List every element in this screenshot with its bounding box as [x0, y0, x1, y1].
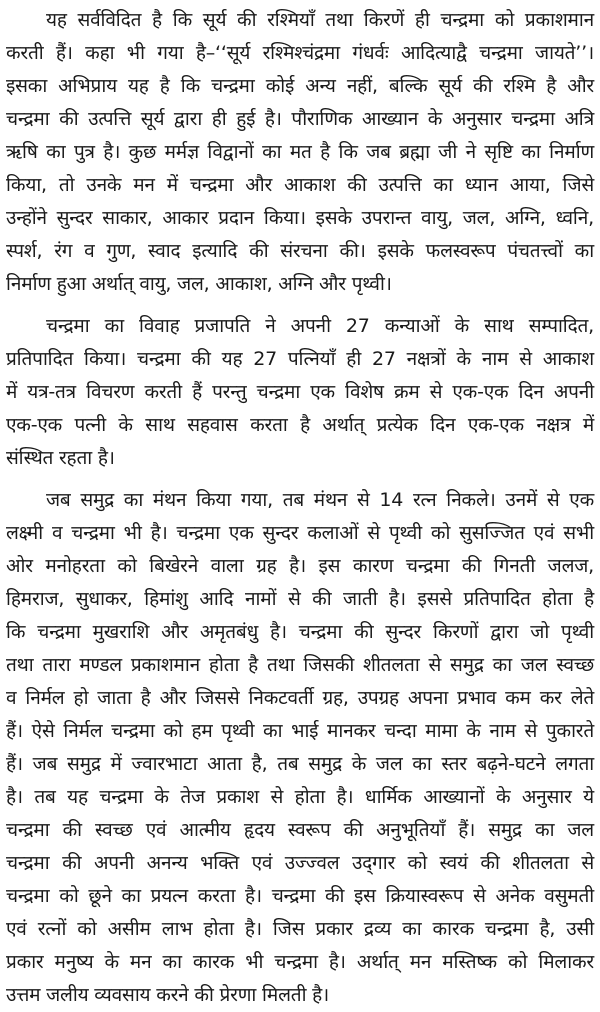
text-line: जब समुद्र का मंथन किया गया, तब मंथन से 14 रत्न निकले। उनमें से एक [46, 489, 594, 511]
text-line: हिमराज, सुधाकर, हिमांशु आदि नामों से की जाती है। इससे प्रतिपादित होता है [6, 588, 594, 610]
text-line: हैं। जब समुद्र में ज्वारभाटा आता है, तब समुद्र के जल का स्तर बढ़ने-घटने लगता [6, 753, 594, 775]
text-line: प्रतिपादित किया। चन्द्रमा की यह 27 पत्नियाँ ही 27 नक्षत्रों के नाम से आकाश [6, 348, 594, 370]
text-line: लक्ष्मी व चन्द्रमा भी है। चन्द्रमा एक सुन्दर कलाओं से पृथ्वी को सुसज्जित एवं सभी [6, 522, 594, 544]
text-line: एक-एक पत्नी के साथ सहवास करता है अर्थात् प्रत्येक दिन एक-एक नक्षत्र में [6, 414, 594, 436]
text-line: उत्तम जलीय व्यवसाय करने की प्रेरणा मिलती है। [6, 984, 330, 1006]
text-line: चन्द्रमा की अपनी अनन्य भक्ति एवं उज्ज्वल उद्‌गार को स्वयं की शीतलता से [6, 852, 594, 874]
text-line: चन्द्रमा का विवाह प्रजापति ने अपनी 27 कन्याओं के साथ सम्पादित, [46, 315, 594, 337]
text-line: एवं रत्नों को असीम लाभ होता है। जिस प्रकार द्रव्य का कारक चन्द्रमा है, उसी [6, 918, 594, 940]
text-line: निर्माण हुआ अर्थात् वायु, जल, आकाश, अग्नि और पृथ्वी। [6, 273, 392, 295]
text-line: ऋषि का पुत्र है। कुछ मर्मज्ञ विद्वानों का मत है कि जब ब्रह्मा जी ने सृष्टि का निर्माण [6, 141, 594, 163]
text-line: किया, तो उनके मन में चन्द्रमा और आकाश की उत्पत्ति का ध्यान आया, जिसे [6, 174, 594, 196]
text-line: तथा तारा मण्डल प्रकाशमान होता है तथा जिसकी शीतलता से समुद्र का जल स्वच्छ [6, 654, 594, 676]
text-line: चन्द्रमा की स्वच्छ एवं आत्मीय हृदय स्वरूप की अनुभूतियाँ हैं। समुद्र का जल [6, 819, 594, 841]
text-line: ओर मनोहरता को बिखेरने वाला ग्रह है। इस कारण चन्द्रमा की गिनती जलज, [6, 555, 594, 577]
text-line: व निर्मल हो जाता है और जिससे निकटवर्ती ग्रह, उपग्रह अपना प्रभाव कम कर लेते [6, 687, 595, 709]
text-line: है। तब यह चन्द्रमा के तेज प्रकाश से होता है। धार्मिक आख्यानों के अनुसार ये [6, 786, 594, 808]
text-line: यह सर्वविदित है कि सूर्य की रश्मियाँ तथा किरणें ही चन्द्रमा को प्रकाशमान [46, 9, 594, 31]
text-line: कि चन्द्रमा मुखराशि और अमृतबंधु है। चन्द्रमा की सुन्दर किरणों द्वारा जो पृथ्वी [6, 621, 594, 643]
text-line: संस्थित रहता है। [6, 447, 115, 469]
text-line: करती हैं। कहा भी गया है–‘‘सूर्य रश्मिश्चंद्रमा गंधर्वः आदित्याद्वै चन्द्रमा जायते’’। [6, 42, 594, 64]
text-line: चन्द्रमा की उत्पत्ति सूर्य द्वारा ही हुई है। पौराणिक आख्यान के अनुसार चन्द्रमा अत्रि [6, 108, 594, 130]
text-line: स्पर्श, रंग व गुण, स्वाद इत्यादि की संरचना की। इसके फलस्वरूप पंचतत्त्वों का [6, 240, 594, 262]
text-line: इसका अभिप्राय यह है कि चन्द्रमा कोई अन्य नहीं, बल्कि सूर्य की रश्मि है और [6, 75, 594, 97]
text-line: उन्होंने सुन्दर साकार, आकार प्रदान किया। इसके उपरान्त वायु, जल, अग्नि, ध्वनि, [6, 207, 594, 229]
text-line: चन्द्रमा को छूने का प्रयत्न करता है। चन्द्रमा की इस क्रियास्वरूप से अनेक वसुमती [6, 885, 594, 907]
text-line: में यत्र-तत्र विचरण करती हैं परन्तु चन्द्रमा एक विशेष क्रम से एक-एक दिन अपनी [6, 381, 594, 403]
text-line: प्रकार मनुष्य के मन का कारक भी चन्द्रमा है। अर्थात् मन मस्तिष्क को मिलाकर [6, 951, 594, 973]
text-line: हैं। ऐसे निर्मल चन्द्रमा को हम पृथ्वी का भाई मानकर चन्दा मामा के नाम से पुकारते [6, 720, 594, 742]
